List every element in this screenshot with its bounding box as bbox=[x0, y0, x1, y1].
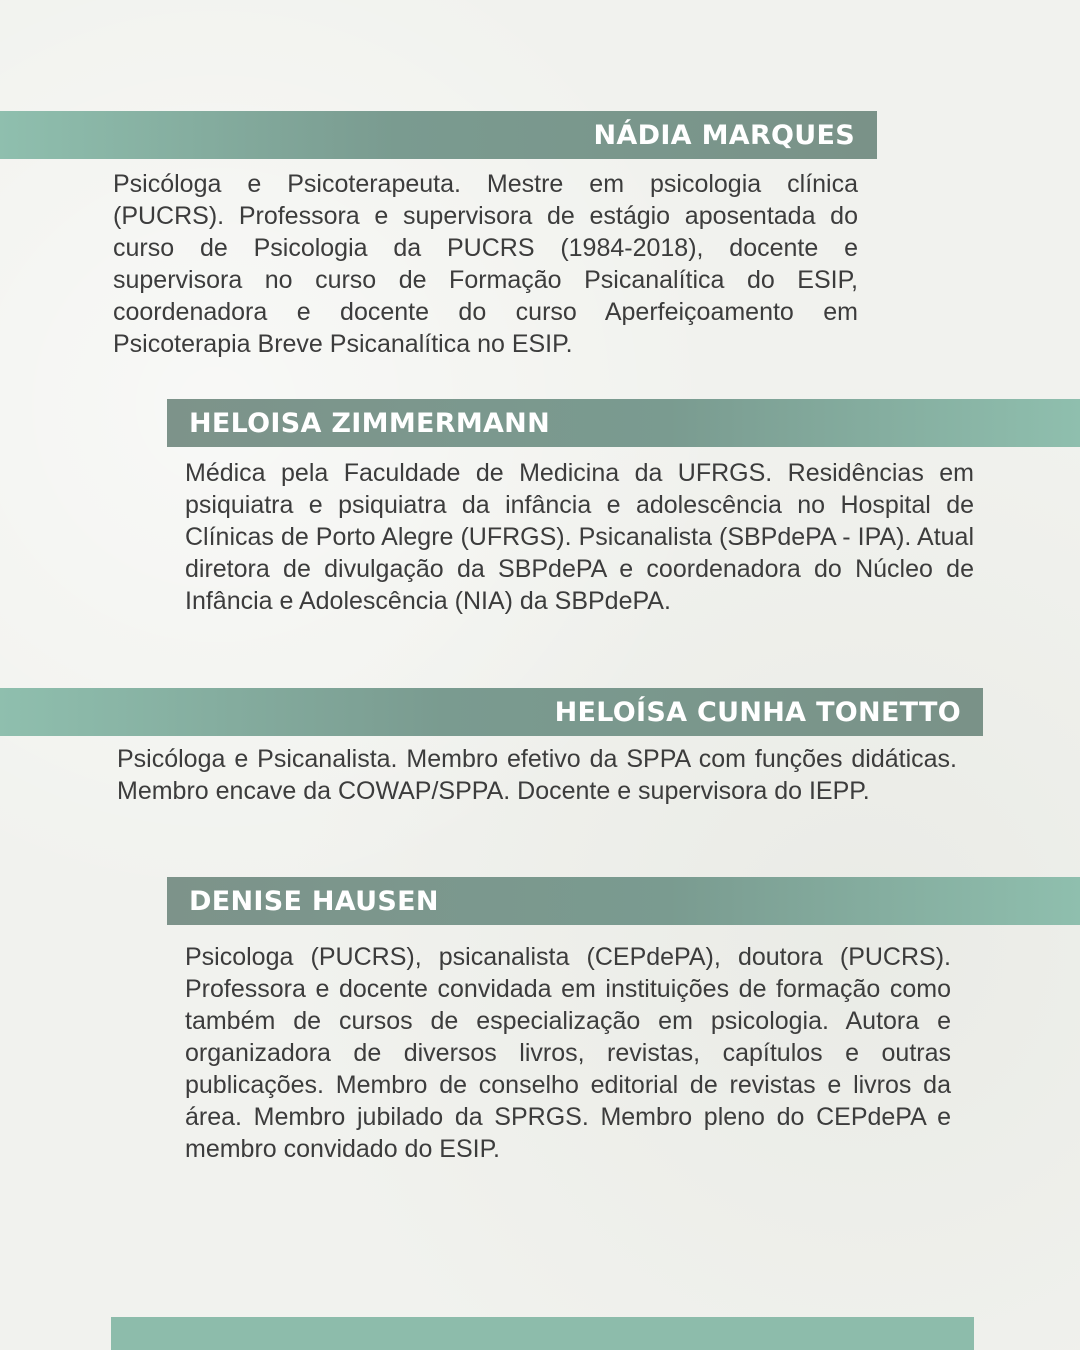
person-bio: Psicóloga e Psicoterapeuta. Mestre em psicologia clínica (PUCRS). Professora e supervisora de estágio aposentada do curso de Psicologia da PUCRS (1984-2018), docente e supervisora no curso de Formação Psicanalítica do ESIP, coordenadora e docente do curso Aperfeiçoamento em Psicoterapia Breve Psicanalítica no ESIP. bbox=[113, 170, 858, 358]
person-bio: Psicóloga e Psicanalista. Membro efetivo da SPPA com funções didáticas. Membro encave da COWAP/SPPA. Docente e supervisora do IEPP. bbox=[117, 745, 957, 805]
name-banner-nadia-marques bbox=[0, 111, 877, 159]
name-banner-denise-hausen bbox=[167, 877, 1080, 925]
name-banner-heloisa-zimmermann bbox=[167, 399, 1080, 447]
person-name: DENISE HAUSEN bbox=[189, 885, 439, 917]
person-name: NÁDIA MARQUES bbox=[593, 119, 855, 151]
person-bio: Psicologa (PUCRS), psicanalista (CEPdePA), doutora (PUCRS). Professora e docente convidada em instituições de formação como também de cursos de especialização em psicologia. Autora e organizadora de diversos livros, revistas, capítulos e outras publicações. Membro de conselho editorial de revistas e livros da área. Membro jubilado da SPRGS. Membro pleno do CEPdePA e membro convidado do ESIP. bbox=[185, 943, 951, 1163]
person-name: HELOISA ZIMMERMANN bbox=[189, 407, 550, 439]
name-banner-heloisa-cunha-tonetto bbox=[0, 688, 983, 736]
person-name: HELOÍSA CUNHA TONETTO bbox=[554, 696, 961, 728]
person-bio: Médica pela Faculdade de Medicina da UFRGS. Residências em psiquiatra e psiquiatra da infância e adolescência no Hospital de Clínicas de Porto Alegre (UFRGS). Psicanalista (SBPdePA - IPA). Atual diretora de divulgação da SBPdePA e coordenadora do Núcleo de Infância e Adolescência (NIA) da SBPdePA. bbox=[185, 459, 974, 615]
bottom-accent-bar bbox=[111, 1317, 974, 1350]
